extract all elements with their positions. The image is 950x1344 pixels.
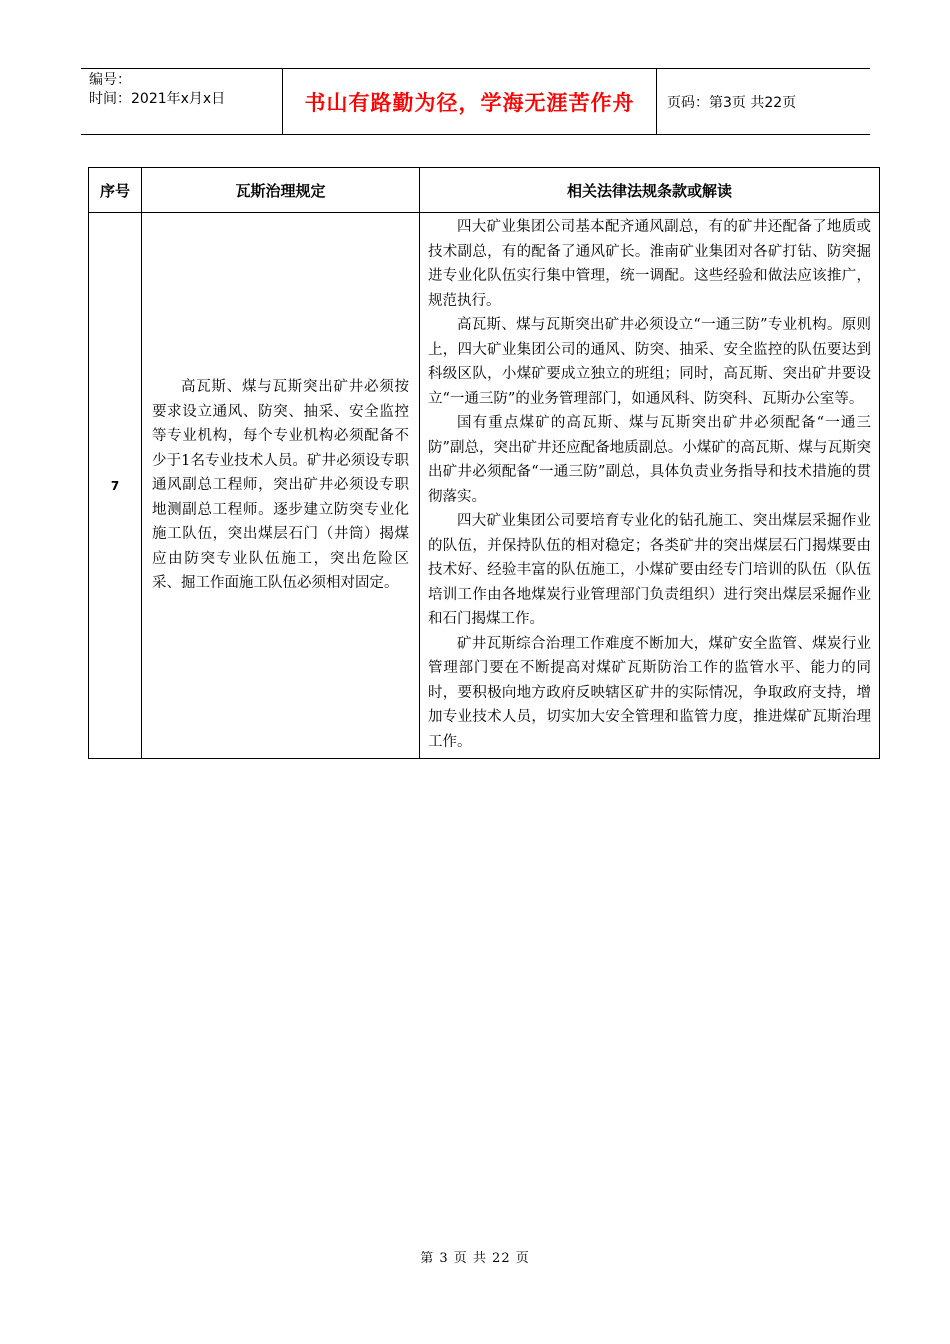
serial-label: 编号： <box>89 72 131 88</box>
table-row <box>89 213 880 759</box>
interpretation-paragraph: 四大矿业集团公司基本配齐通风副总，有的矿井还配备了地质或技术副总，有的配备了通风矿长。淮南矿业集团对各矿打钻、防突掘进专业化队伍实行集中管理，统一调配。这些经验和做法应该推广，规范执行。 <box>428 219 871 309</box>
rule-cell <box>142 213 420 759</box>
header-slogan: 书山有路勤为径，学海无涯苦作舟 <box>283 69 657 134</box>
regulation-table <box>88 167 880 759</box>
page-header <box>81 68 870 135</box>
table-header-row <box>89 168 880 213</box>
interpretation-paragraph: 矿井瓦斯综合治理工作难度不断加大，煤矿安全监管、煤炭行业管理部门要在不断提高对煤矿瓦斯防治工作的监管水平、能力的同时，要积极向地方政府反映辖区矿井的实际情况，争取政府支持，增加专业技术人员，切实加大安全管理和监管力度，推进煤矿瓦斯治理工作。 <box>428 635 871 750</box>
header-meta <box>81 69 283 134</box>
header-page-info: 页码：第3页 共22页 <box>667 94 797 111</box>
column-header-interpretation: 相关法律法规条款或解读 <box>420 168 880 213</box>
interpretation-paragraph: 国有重点煤矿的高瓦斯、煤与瓦斯突出矿井必须配备“一通三防”副总，突出矿井还应配备地质副总。小煤矿的高瓦斯、煤与瓦斯突出矿井必须配备“一通三防”副总，具体负责业务指导和技术措施的贯彻落实。 <box>428 415 871 505</box>
page-footer: 第 3 页 共 22 页 <box>420 1251 530 1266</box>
row-number: 7 <box>89 213 142 759</box>
rule-text: 高瓦斯、煤与瓦斯突出矿井必须按要求设立通风、防突、抽采、安全监控等专业机构，每个专业机构必须配备不少于1名专业技术人员。矿井必须设专职通风副总工程师，突出矿井必须设专职地测副总工程师。逐步建立防突专业化施工队伍，突出煤层石门（井筒）揭煤应由防突专业队伍施工，突出危险区采、掘工作面施工队伍必须相对固定。 <box>152 379 409 592</box>
column-header-number: 序号 <box>89 168 142 213</box>
interpretation-cell <box>420 213 880 759</box>
time-label: 时间：2021年x月x日 <box>89 91 226 107</box>
interpretation-paragraph: 四大矿业集团公司要培育专业化的钻孔施工、突出煤层采掘作业的队伍，并保持队伍的相对稳定；各类矿井的突出煤层石门揭煤要由技术好、经验丰富的队伍施工，小煤矿要由经专门培训的队伍（队伍培训工作由各地煤炭行业管理部门负责组织）进行突出煤层采掘作业和石门揭煤工作。 <box>428 513 871 627</box>
interpretation-paragraph: 高瓦斯、煤与瓦斯突出矿井必须设立“一通三防”专业机构。原则上，四大矿业集团公司的通风、防突、抽采、安全监控的队伍要达到科级区队，小煤矿要成立独立的班组；同时，高瓦斯、突出矿井要设立“一通三防”的业务管理部门，如通风科、防突科、瓦斯办公室等。 <box>428 317 871 407</box>
column-header-rule: 瓦斯治理规定 <box>142 168 420 213</box>
